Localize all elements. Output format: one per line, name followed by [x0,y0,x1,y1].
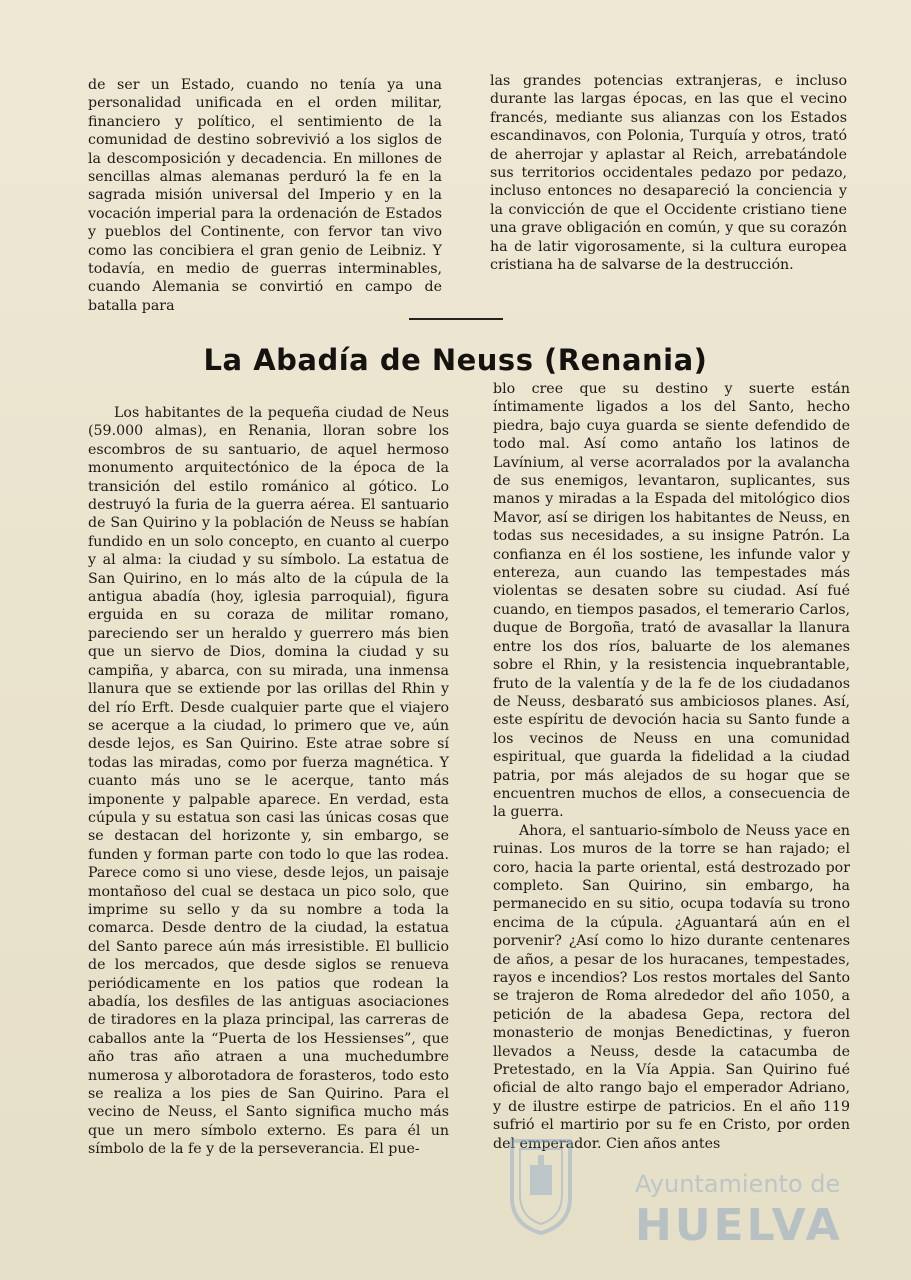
top-right-column [490,72,847,274]
top-left-column [88,76,442,315]
city-seal-icon [508,1135,574,1235]
article-left-column [88,404,449,1159]
watermark-line-2: HUELVA [635,1200,843,1251]
watermark-line-1: Ayuntamiento de [635,1170,841,1198]
article-paragraph: Los habitantes de la pequeña ciudad de Neus (59.000 almas), en Renania, lloran sobre los escombros de su santuario, de aquel hermoso monumento arquitectónico de la época de la transición del estilo románico al gótico. Lo destruyó la furia de la guerra aérea. El santuario de San Quirino y la población de Neuss se habían fundido en un solo concepto, en cuanto al cuerpo y al alma: la ciudad y su símbolo. La estatua de San Quirino, en lo más alto de la cúpula de la antigua abadía (hoy, iglesia parroquial), figura erguida en su coraza de militar romano, pareciendo ser un heraldo y guerrero más bien que un siervo de Dios, domina la ciudad y su campiña, y abarca, con su mirada, una inmensa llanura que se extiende por las orillas del Rhin y del río Erft. Desde cualquier parte que el viajero se acerque a la ciudad, lo primero que ve, aún desde lejos, es San Quirino. Este atrae sobre sí todas las miradas, como por fuerza magnética. Y cuanto más uno se le acerque, tanto más imponente y palpable aparece. En verdad, esta cúpula y su estatua son casi las únicas cosas que se destacan del horizonte y, sin embargo, se funden y forman parte con todo lo que las rodea. Parece como si uno viese, desde lejos, un paisaje montañoso del cual se destaca un pico solo, que imprime su sello y da su nombre a toda la comarca. Desde dentro de la ciudad, la estatua del Santo parece aún más irresistible. El bullicio de los mercados, que desde siglos se renueva periódicamente en los patios que rodean la abadía, los desfiles de las antiguas asociaciones de tiradores en la plaza principal, las carreras de caballos ante la “Puerta de los Hessienses”, que año tras año atraen a una muchedumbre numerosa y alborotadora de forasteros, todo esto se realiza a los pies de San Quirino. Para el vecino de Neuss, el Santo significa mucho más que un mero símbolo externo. Es para él un símbolo de la fe y de la perseverancia. El pue- [88,405,449,1158]
article-paragraph: blo cree que su destino y suerte están íntimamente ligados a los del Santo, hecho piedra, bajo cuya guarda se siente defendido de todo mal. Así como antaño los latinos de Lavínium, al verse acorralados por la avalancha de sus enemigos, levantaron, suplicantes, sus manos y miradas a la Espada del mitológico dios Mavor, así se dirigen los habitantes de Neuss, en todas sus necesidades, a su insigne Patrón. La confianza en él los sostiene, les infunde valor y entereza, aun cuando las tempestades más violentas se desaten sobre su ciudad. Así fué cuando, en tiempos pasados, el temerario Carlos, duque de Borgoña, trató de avasallar la llanura entre los dos ríos, baluarte de los alemanes sobre el Rhin, y la resistencia inquebrantable, fruto de la valentía y de la fe de los ciudadanos de Neuss, desbarató sus ambiciosos planes. Así, este espíritu de devoción hacia su Santo funde a los vecinos de Neuss en una comunidad espiritual, que guarda la fidelidad a la ciudad patria, por más alejados de su hogar que se encuentren muchos de ellos, a consecuencia de la guerra. [493,381,850,821]
archive-watermark [500,1130,860,1270]
top-left-paragraph: de ser un Estado, cuando no tenía ya una personalidad unificada en el orden militar, financiero y político, el sentimiento de la comunidad de destino sobrevivió a los siglos de la descomposición y decadencia. En millones de sencillas almas alemanas perduró la fe en la sagrada misión universal del Imperio y en la vocación imperial para la ordenación de Estados y pueblos del Continente, con fervor tan vivo como las concibiera el gran genio de Leibniz. Y todavía, en medio de guerras interminables, cuando Alemania se convirtió en campo de batalla para [88,77,442,314]
top-right-paragraph: las grandes potencias extranjeras, e incluso durante las largas épocas, en las que el vecino francés, mediante sus alianzas con los Estados escandinavos, con Polonia, Turquía y otros, trató de aherrojar y aplastar al Reich, arrebatándole sus territorios occidentales pedazo por pedazo, incluso entonces no desapareció la conciencia y la convicción de que el Occidente cristiano tiene una grave obligación en común, y que su corazón ha de latir vigorosamente, si la cultura europea cristiana ha de salvarse de la destrucción. [490,73,847,274]
article-title: La Abadía de Neuss (Renania) [203,343,708,377]
section-divider [409,318,503,320]
article-right-column [493,380,850,1153]
article-paragraph: Ahora, el santuario-símbolo de Neuss yace en ruinas. Los muros de la torre se han rajado; el coro, hacia la parte oriental, está destrozado por completo. San Quirino, sin embargo, ha permanecido en su sitio, ocupa todavía su trono encima de la cúpula. ¿Aguantará aún en el porvenir? ¿Así como lo hizo durante centenares de años, a pesar de los huracanes, tempestades, rayos e incendios? Los restos mortales del Santo se trajeron de Roma alrededor del año 1050, a petición de la abadesa Gepa, rectora del monasterio de monjas Benedictinas, y fueron llevados a Neuss, desde la catacumba de Pretestado, en la Vía Appia. San Quirino fué oficial de alto rango bajo el emperador Adriano, y de ilustre estirpe de patricios. En el año 119 sufrió el martirio por su fe en Cristo, por orden del emperador. Cien años antes [493,822,850,1152]
